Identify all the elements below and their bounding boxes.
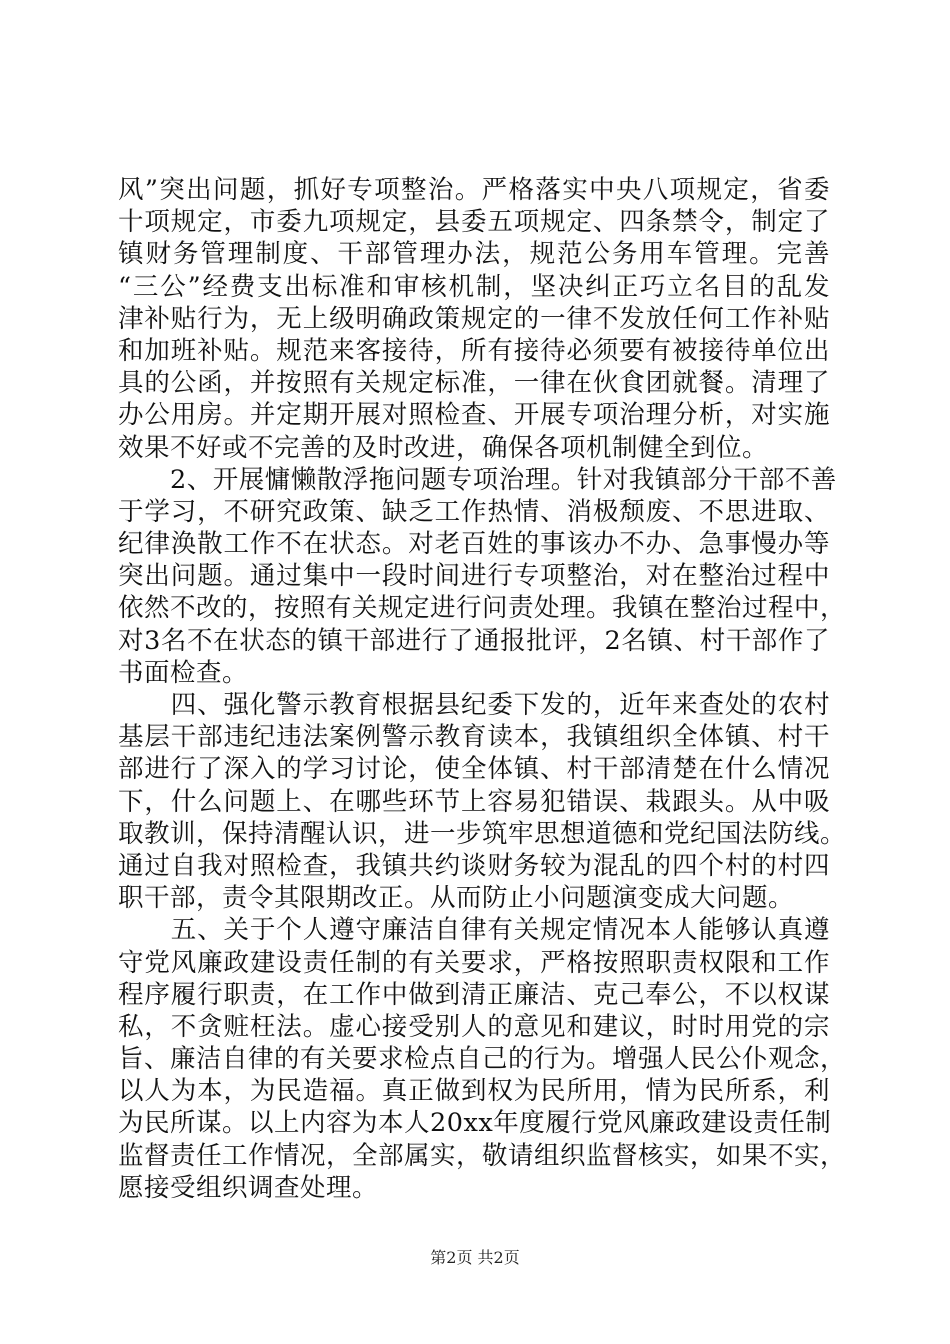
text-line: 监督责任工作情况，全部属实，敬请组织监督核实，如果不实， [118, 1140, 847, 1171]
text-line: 和加班补贴。规范来客接待，所有接待必须要有被接待单位出 [118, 335, 830, 366]
page-footer: 第2页 共2页 [430, 1248, 520, 1267]
text-line: 纪律涣散工作不在状态。对老百姓的事该办不办、急事慢办等 [118, 529, 830, 560]
document-body [118, 174, 847, 1204]
text-line: 通过自我对照检查，我镇共约谈财务较为混乱的四个村的村四 [118, 850, 830, 881]
text-line: 程序履行职责，在工作中做到清正廉洁、克己奉公，不以权谋 [118, 979, 830, 1010]
text-line: 私，不贪赃枉法。虚心接受别人的意见和建议，时时用党的宗 [118, 1011, 830, 1042]
text-line: 四、强化警示教育根据县纪委下发的，近年来查处的农村 [118, 690, 830, 720]
text-line: 突出问题。通过集中一段时间进行专项整治，对在整治过程中 [118, 561, 830, 592]
text-line: 取教训，保持清醒认识，进一步筑牢思想道德和党纪国法防线。 [118, 818, 847, 849]
text-line: 2、开展慵懒散浮拖问题专项治理。针对我镇部分干部不善 [118, 464, 837, 495]
text-line: 办公用房。并定期开展对照检查、开展专项治理分析，对实施 [118, 400, 830, 431]
text-line: 职干部，责令其限期改正。从而防止小问题演变成大问题。 [118, 883, 795, 914]
text-line: 风”突出问题，抓好专项整治。严格落实中央八项规定，省委 [118, 175, 830, 205]
text-line: 津补贴行为，无上级明确政策规定的一律不发放任何工作补贴 [118, 303, 830, 334]
text-line: 十项规定，市委九项规定，县委五项规定、四条禁令，制定了 [118, 207, 830, 238]
text-line: 守党风廉政建设责任制的有关要求，严格按照职责权限和工作 [118, 947, 830, 978]
text-line: “三公”经费支出标准和审核机制，坚决纠正巧立名目的乱发 [118, 271, 830, 302]
text-line: 旨、廉洁自律的有关要求检点自己的行为。增强人民公仆观念， [118, 1044, 847, 1075]
text-line: 于学习，不研究政策、缺乏工作热情、消极颓废、不思进取、 [118, 496, 830, 527]
text-line: 效果不好或不完善的及时改进，确保各项机制健全到位。 [118, 432, 769, 463]
text-line: 部进行了深入的学习讨论，使全体镇、村干部清楚在什么情况 [118, 754, 830, 785]
text-line: 愿接受组织调查处理。 [118, 1172, 379, 1203]
text-line: 书面检查。 [118, 657, 249, 688]
text-line: 依然不改的，按照有关规定进行问责处理。我镇在整治过程中， [118, 593, 847, 624]
text-line: 以人为本，为民造福。真正做到权为民所用，情为民所系，利 [118, 1076, 830, 1107]
text-line: 为民所谋。以上内容为本人20xx年度履行党风廉政建设责任制 [118, 1108, 832, 1139]
text-line: 镇财务管理制度、干部管理办法，规范公务用车管理。完善 [118, 239, 830, 270]
text-line: 基层干部违纪违法案例警示教育读本，我镇组织全体镇、村干 [118, 722, 830, 753]
text-line: 对3名不在状态的镇干部进行了通报批评，2名镇、村干部作了 [118, 625, 830, 656]
text-line: 具的公函，并按照有关规定标准，一律在伙食团就餐。清理了 [118, 368, 830, 399]
text-line: 五、关于个人遵守廉洁自律有关规定情况本人能够认真遵 [118, 915, 830, 946]
text-line: 下，什么问题上、在哪些环节上容易犯错误、栽跟头。从中吸 [118, 786, 830, 817]
